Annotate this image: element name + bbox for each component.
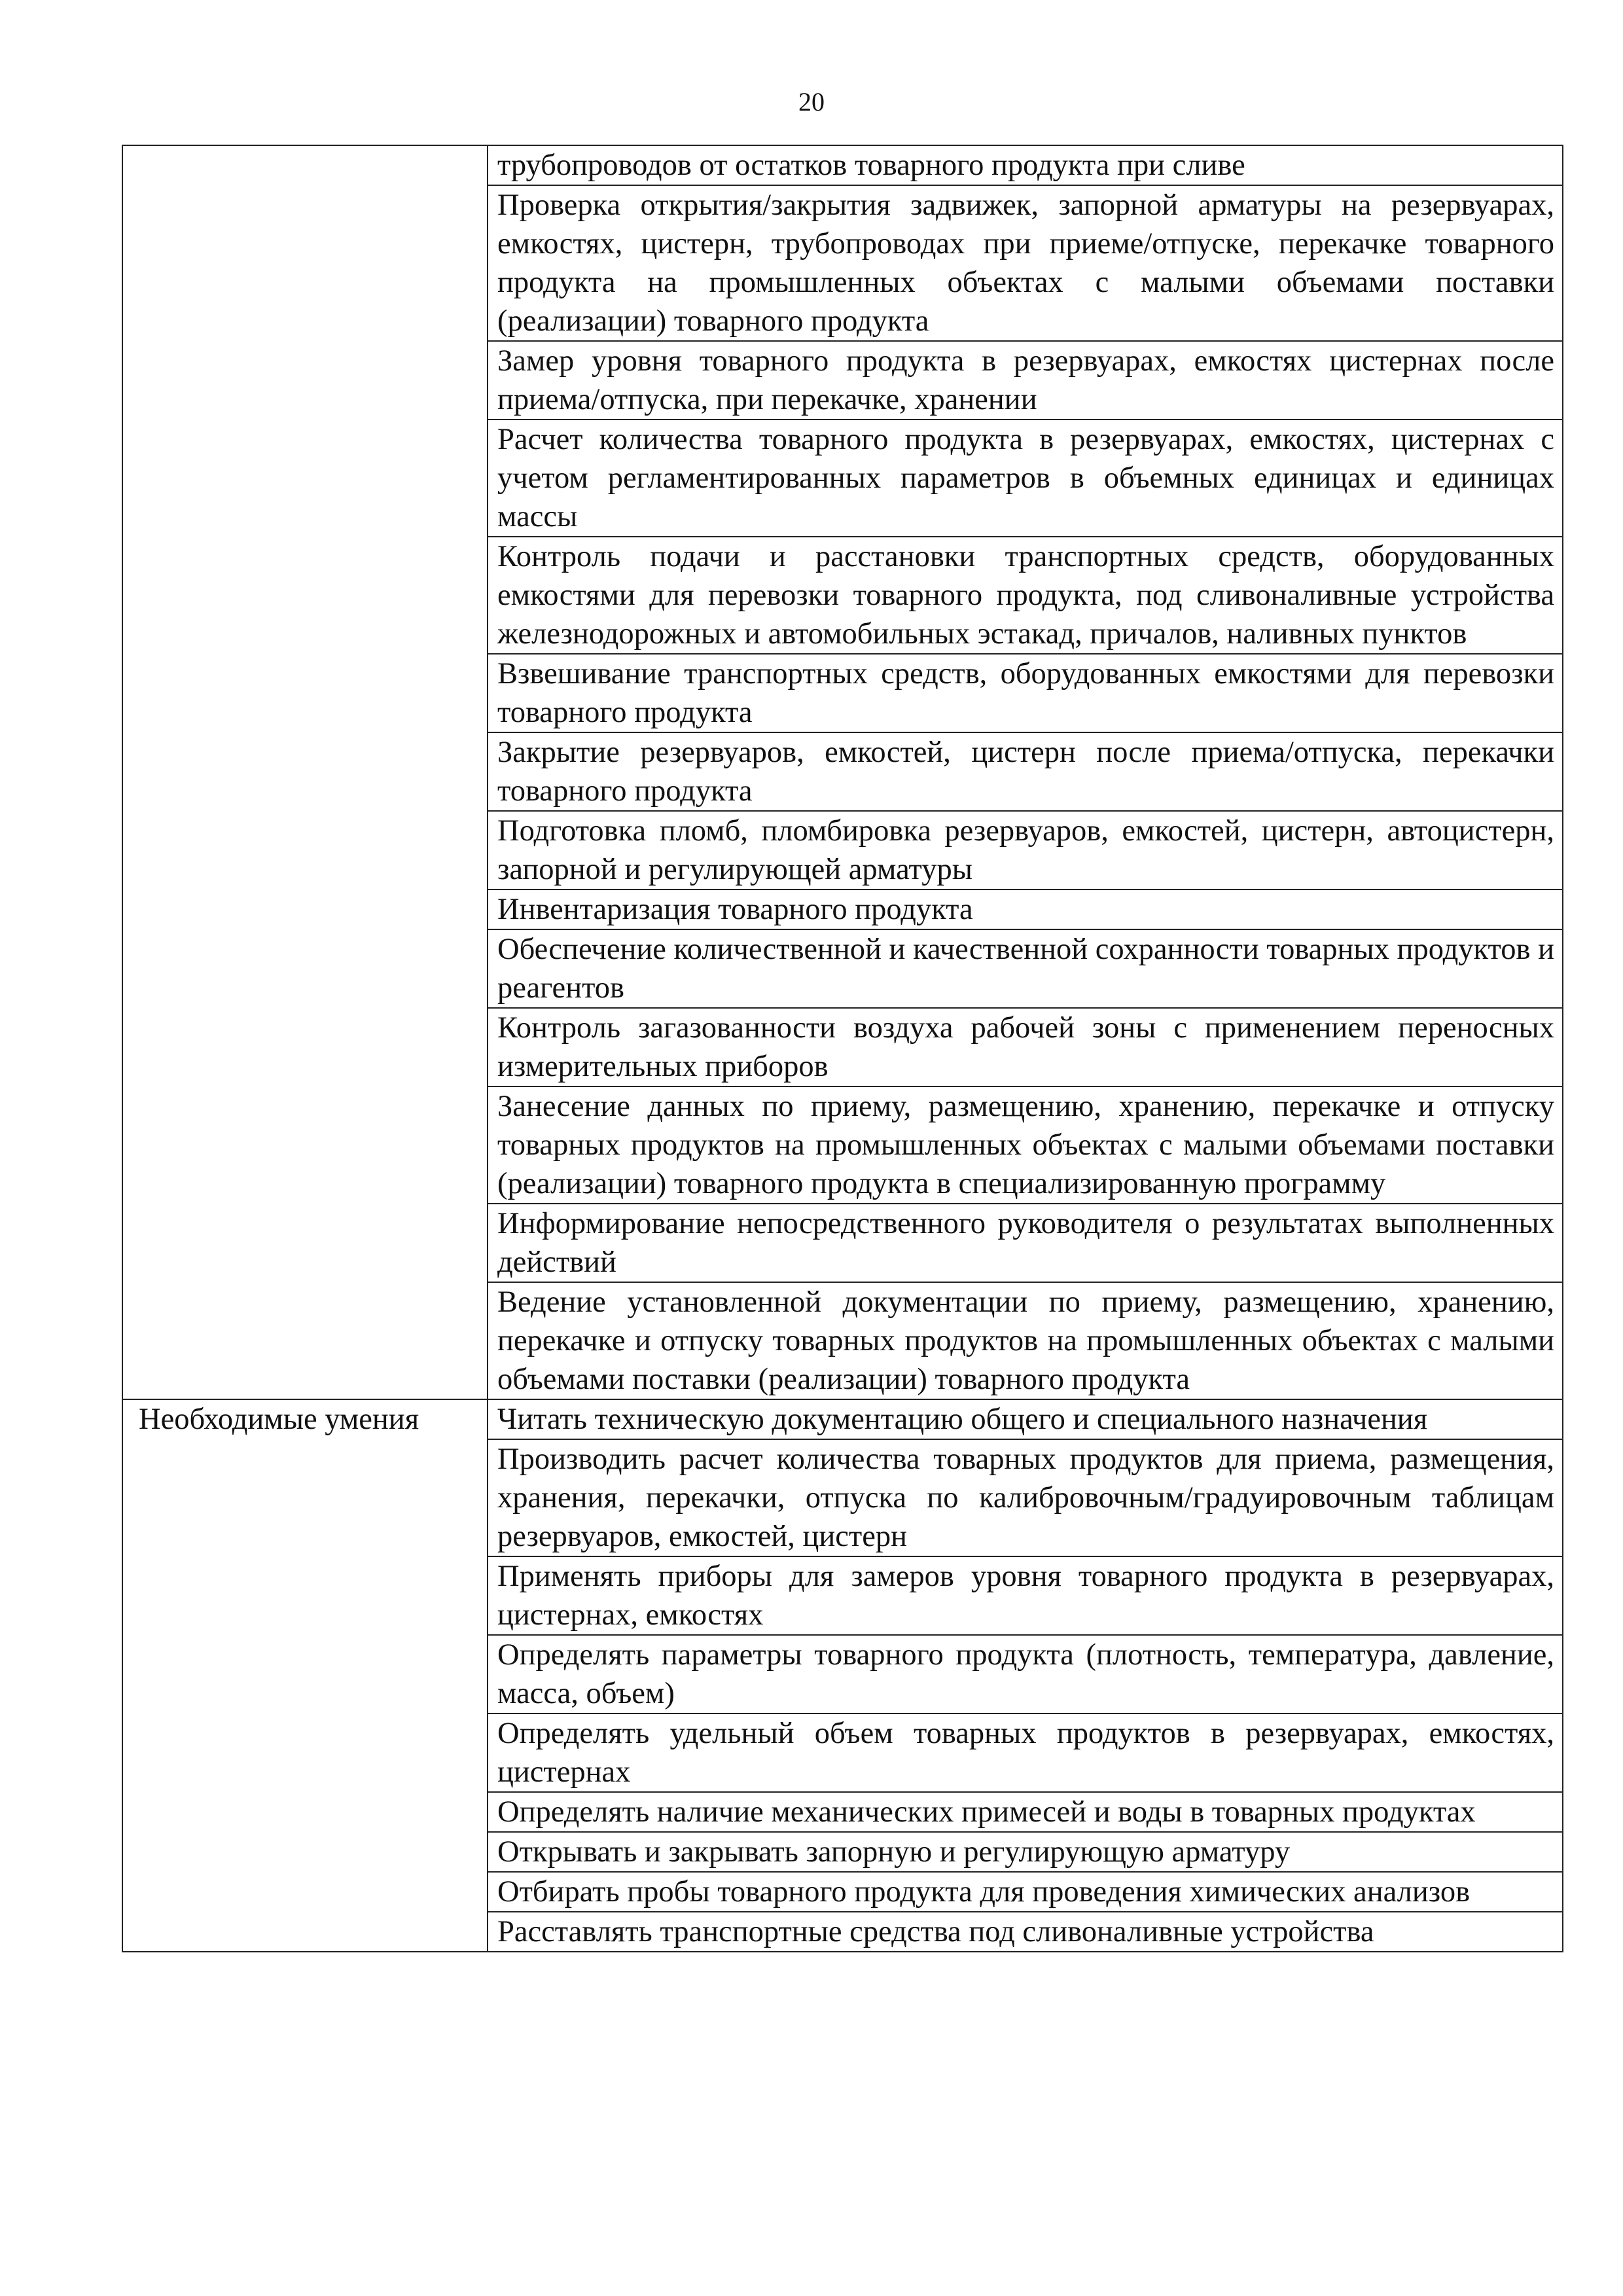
- labor-action-item: Расчет количества товарного продукта в резервуарах, емкостях, цистернах с учетом регламентированных параметров в объемных единицах и единицах массы: [488, 420, 1563, 537]
- labor-action-item: Инвентаризация товарного продукта: [488, 889, 1563, 929]
- labor-action-item: Контроль подачи и расстановки транспортных средств, оборудованных емкостями для перевозки товарного продукта, под сливоналивные устройства железнодорожных и автомобильных эстакад, причалов, наливных пунктов: [488, 537, 1563, 654]
- labor-action-item: трубопроводов от остатков товарного продукта при сливе: [488, 145, 1563, 185]
- labor-action-item: Контроль загазованности воздуха рабочей зоны с применением переносных измерительных приборов: [488, 1008, 1563, 1086]
- labor-action-item: Замер уровня товарного продукта в резервуарах, емкостях цистернах после приема/отпуска, при перекачке, хранении: [488, 341, 1563, 420]
- labor-action-item: Подготовка пломб, пломбировка резервуаров, емкостей, цистерн, автоцистерн, запорной и регулирующей арматуры: [488, 811, 1563, 889]
- skill-item: Определять наличие механических примесей и воды в товарных продуктах: [488, 1792, 1563, 1832]
- labor-action-item: Закрытие резервуаров, емкостей, цистерн после приема/отпуска, перекачки товарного продукта: [488, 732, 1563, 811]
- table-row: [122, 1399, 1563, 1439]
- skill-item: Отбирать пробы товарного продукта для проведения химических анализов: [488, 1872, 1563, 1912]
- labor-action-item: Взвешивание транспортных средств, оборудованных емкостями для перевозки товарного продукта: [488, 654, 1563, 732]
- skill-item: Открывать и закрывать запорную и регулирующую арматуру: [488, 1832, 1563, 1872]
- skill-item: Применять приборы для замеров уровня товарного продукта в резервуарах, цистернах, емкостях: [488, 1556, 1563, 1635]
- skill-item: Читать техническую документацию общего и специального назначения: [488, 1399, 1563, 1439]
- labor-action-item: Ведение установленной документации по приему, размещению, хранению, перекачке и отпуску товарных продуктов на промышленных объектах с малыми объемами поставки (реализации) товарного продукта: [488, 1282, 1563, 1399]
- skill-item: Определять параметры товарного продукта (плотность, температура, давление, масса, объем): [488, 1635, 1563, 1713]
- page-number: 20: [798, 87, 825, 117]
- labor-action-item: Занесение данных по приему, размещению, хранению, перекачке и отпуску товарных продуктов на промышленных объектах с малыми объемами поставки (реализации) товарного продукта в специализированную программу: [488, 1086, 1563, 1204]
- competency-table: [122, 145, 1563, 1952]
- skill-item: Определять удельный объем товарных продуктов в резервуарах, емкостях, цистернах: [488, 1713, 1563, 1792]
- skill-item: Расставлять транспортные средства под сливоналивные устройства: [488, 1912, 1563, 1952]
- skill-item: Производить расчет количества товарных продуктов для приема, размещения, хранения, перекачки, отпуска по калибровочным/градуировочным таблицам резервуаров, емкостей, цистерн: [488, 1439, 1563, 1556]
- labor-action-item: Информирование непосредственного руководителя о результатах выполненных действий: [488, 1204, 1563, 1282]
- labor-action-item: Проверка открытия/закрытия задвижек, запорной арматуры на резервуарах, емкостях, цистерн, трубопроводах при приеме/отпуске, перекачке товарного продукта на промышленных объектах с малыми объемами поставки (реализации) товарного продукта: [488, 185, 1563, 341]
- category-cell-labor-actions: [122, 145, 488, 1399]
- labor-action-item: Обеспечение количественной и качественной сохранности товарных продуктов и реагентов: [488, 929, 1563, 1008]
- category-cell-skills: Необходимые умения: [122, 1399, 488, 1952]
- table-row: [122, 145, 1563, 185]
